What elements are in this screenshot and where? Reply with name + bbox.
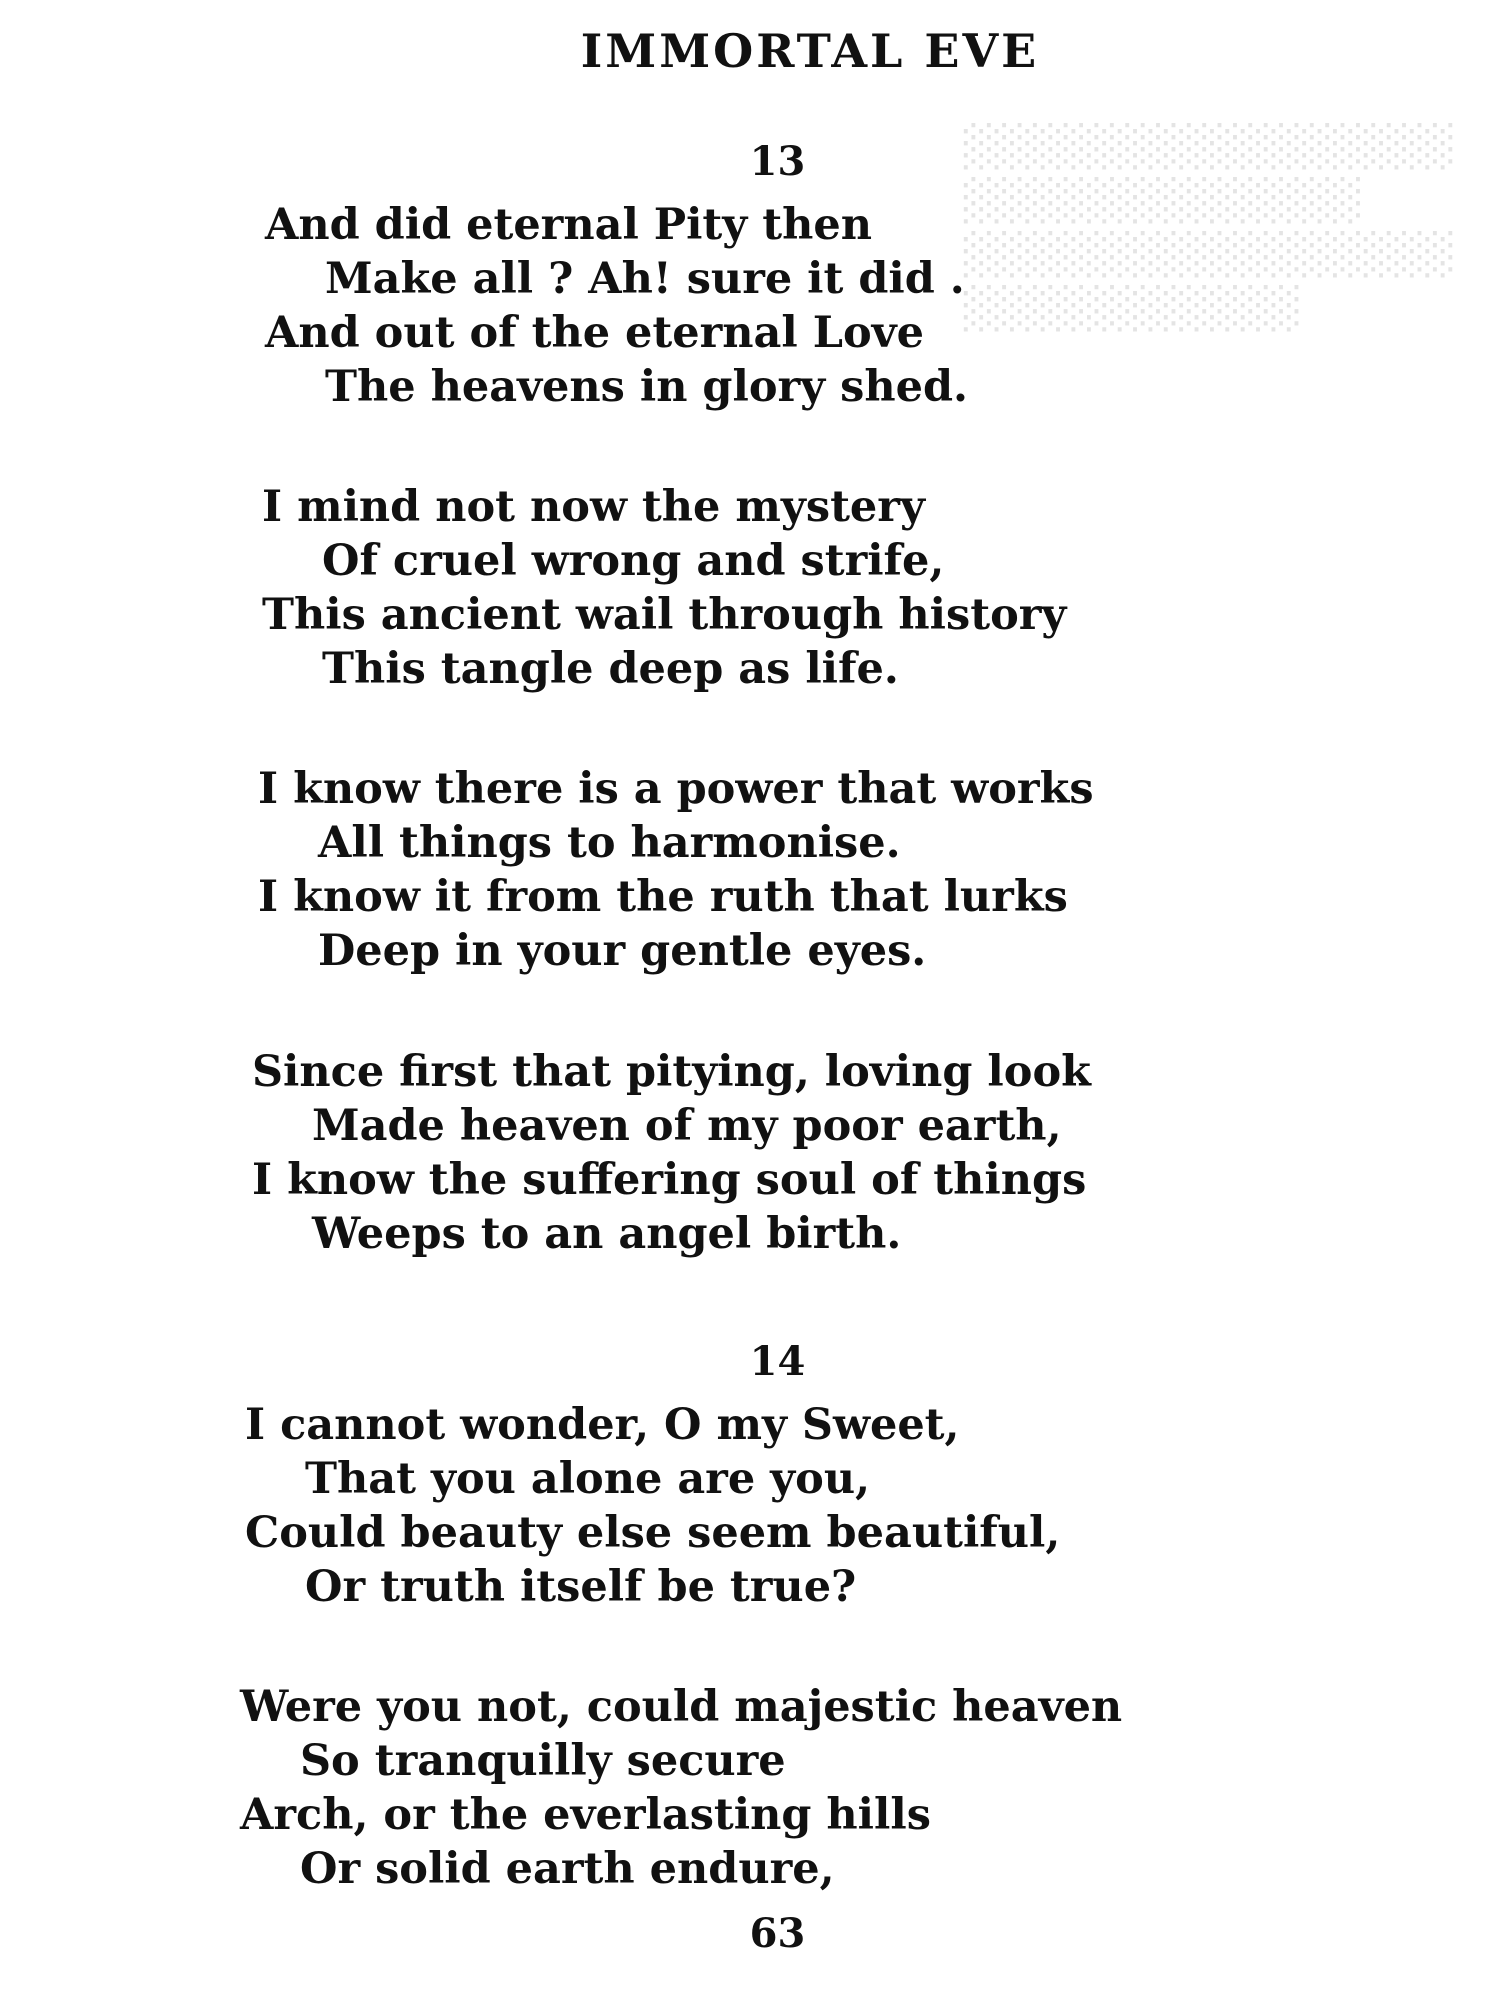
stanza-13-2: [262, 480, 1066, 696]
stanza-14-2: [240, 1680, 1122, 1896]
stanza-13-4: [252, 1045, 1091, 1261]
verse-line: Weeps to an angel birth.: [312, 1209, 902, 1259]
verse-line: Or solid earth endure,: [300, 1844, 835, 1894]
verse-line: This tangle deep as life.: [322, 644, 899, 694]
verse-line: Made heaven of my poor earth,: [312, 1101, 1062, 1151]
verse-line: Or truth itself be true?: [305, 1562, 857, 1612]
verse-line: Arch, or the everlasting hills: [240, 1790, 931, 1840]
stanza-13-1: [265, 198, 968, 414]
page-number: 63: [749, 1910, 806, 1957]
verse-line: All things to harmonise.: [318, 818, 901, 868]
verse-line: Could beauty else seem beautiful,: [245, 1508, 1061, 1558]
reverse-page-bleed-through: ░░░░░░░░░░░░░░░░ ░░░░░░░░░░░░░ ░░░░░░░░░░░░░░░░ ░░░░░░░░░░░: [960, 124, 1453, 332]
verse-line: Since first that pitying, loving look: [252, 1047, 1091, 1097]
verse-line: That you alone are you,: [305, 1454, 871, 1504]
verse-line: Deep in your gentle eyes.: [318, 926, 927, 976]
verse-line: Of cruel wrong and strife,: [322, 536, 945, 586]
verse-line: So tranquilly secure: [300, 1736, 786, 1786]
running-head: IMMORTAL EVE: [580, 24, 1040, 78]
verse-line: I mind not now the mystery: [262, 482, 925, 532]
poem-number-14: 14: [749, 1338, 806, 1385]
verse-line: I cannot wonder, O my Sweet,: [245, 1400, 960, 1450]
verse-line: And did eternal Pity then: [265, 200, 872, 250]
verse-line: Were you not, could majestic heaven: [240, 1682, 1123, 1732]
verse-line: The heavens in glory shed.: [325, 362, 968, 412]
verse-line: I know the suffering soul of things: [252, 1155, 1087, 1205]
stanza-13-3: [258, 762, 1094, 978]
verse-line: I know it from the ruth that lurks: [258, 872, 1068, 922]
verse-line: This ancient wail through history: [262, 590, 1067, 640]
verse-line: And out of the eternal Love: [265, 308, 924, 358]
poem-number-13: 13: [749, 138, 806, 185]
stanza-14-1: [245, 1398, 1060, 1614]
verse-line: I know there is a power that works: [258, 764, 1094, 814]
verse-line: Make all ? Ah! sure it did .: [325, 254, 965, 304]
